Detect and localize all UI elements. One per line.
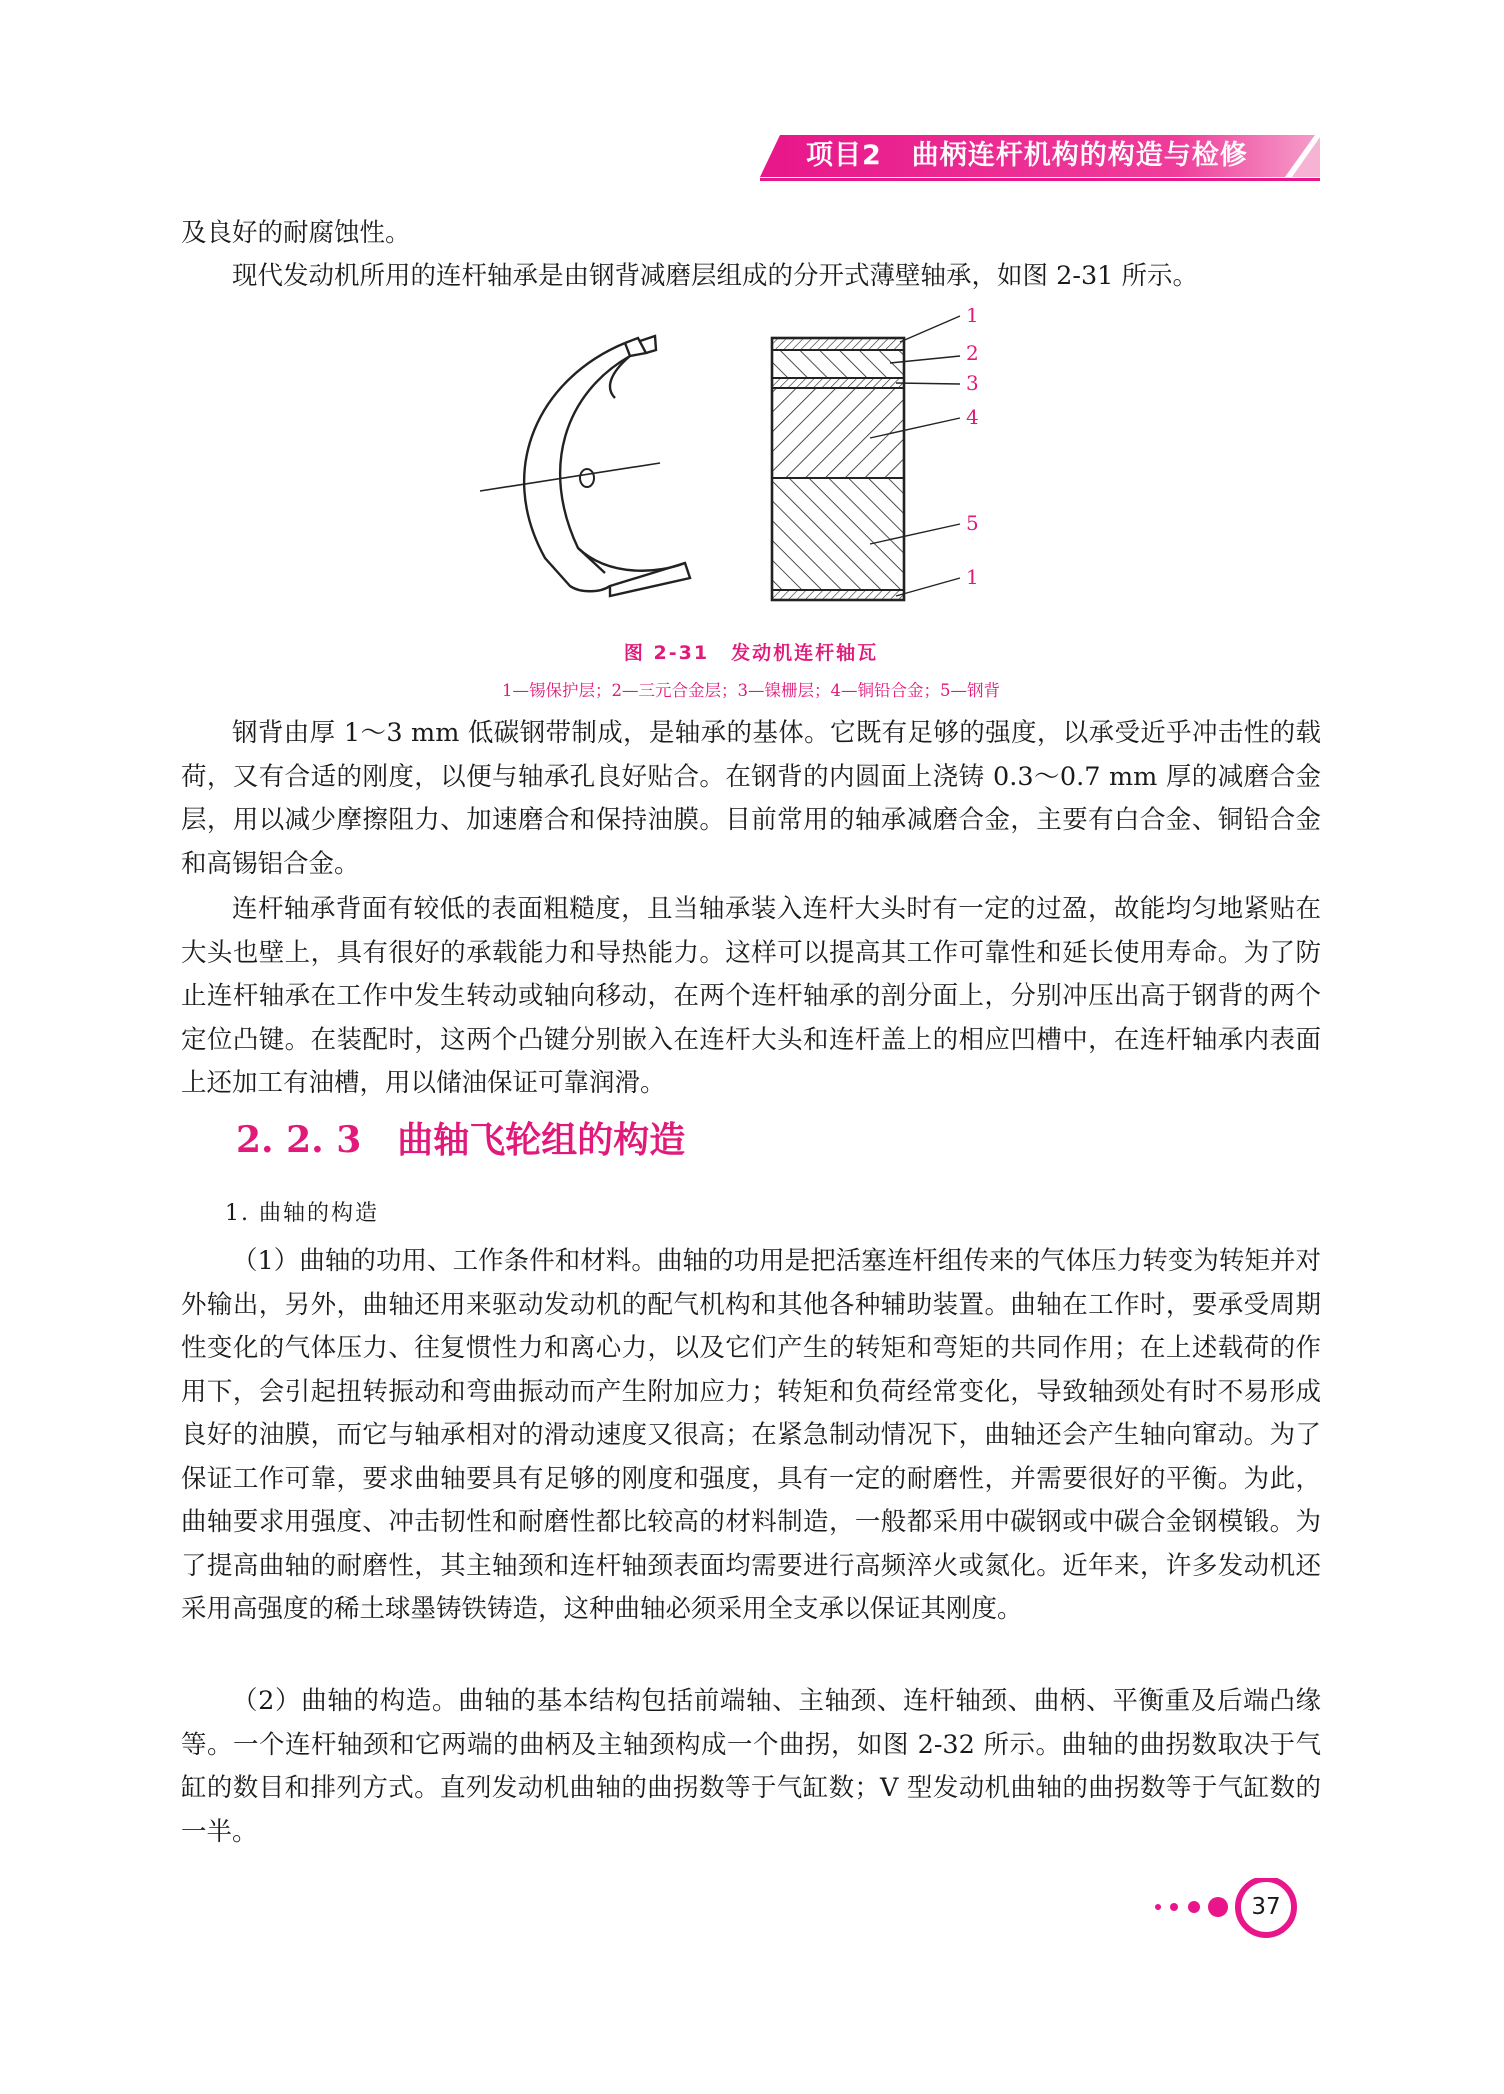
figure-legend: 1—锡保护层；2—三元合金层；3—镍栅层；4—铜铅合金；5—钢背 — [502, 681, 1000, 700]
figure-title: 发动机连杆轴瓦 — [731, 642, 879, 664]
paragraph-bearing-back: 连杆轴承背面有较低的表面粗糙度，且当轴承装入连杆大头时有一定的过盈，故能均匀地紧贴在大头也壁上，具有很好的承载能力和导热能力。这样可以提高其工作可靠性和延长使用寿命。为了防止连杆轴承在工作中发生转动或轴向移动，在两个连杆轴承的剖分面上，分别冲压出高于钢背的两个定位凸键。在装配时，这两个凸键分别嵌入在连杆大头和连杆盖上的相应凹槽中，在连杆轴承内表面上还加工有油槽，用以储油保证可靠润滑。 — [181, 894, 1321, 1098]
header-chapter-title: 曲柄连杆机构的构造与检修 — [911, 140, 1248, 171]
paragraph-bearing-intro: 现代发动机所用的连杆轴承是由钢背减磨层组成的分开式薄壁轴承，如图 2-31 所示。 — [232, 261, 1199, 291]
callout-label-2: 2 — [966, 341, 979, 365]
figure-number: 图 2-31 — [623, 642, 710, 664]
layer-cross-section — [772, 338, 904, 600]
subheading-crankshaft: 1. 曲轴的构造 — [225, 1201, 379, 1226]
callout-labels — [966, 308, 979, 589]
running-header — [806, 135, 1248, 177]
paragraph-corrosion: 及良好的耐腐蚀性。 — [181, 218, 411, 248]
callout-label-5: 5 — [966, 511, 979, 535]
figure-bearing-shell — [460, 308, 1060, 618]
figure-caption — [181, 638, 1321, 665]
section-heading — [236, 1112, 685, 1163]
section-number: 2. 2. 3 — [236, 1119, 362, 1161]
header-project: 项目2 — [806, 140, 882, 171]
half-shell-view — [480, 336, 690, 596]
callout-label-4: 4 — [966, 405, 979, 429]
paragraph-crankshaft-structure: （2）曲轴的构造。曲轴的基本结构包括前端轴、主轴颈、连杆轴颈、曲柄、平衡重及后端凸缘等。一个连杆轴颈和它两端的曲柄及主轴颈构成一个曲拐，如图 2-32 所示。曲轴的曲拐数取决于气缸的数目和排列方式。直列发动机曲轴的曲拐数等于气缸数；V 型发动机曲轴的曲拐数等于气缸数的一半。 — [181, 1686, 1321, 1847]
paragraph-crankshaft-function: （1）曲轴的功用、工作条件和材料。曲轴的功用是把活塞连杆组传来的气体压力转变为转矩并对外输出，另外，曲轴还用来驱动发动机的配气机构和其他各种辅助装置。曲轴在工作时，要承受周期性变化的气体压力、往复惯性力和离心力，以及它们产生的转矩和弯矩的共同作用；在上述载荷的作用下，会引起扭转振动和弯曲振动而产生附加应力；转矩和负荷经常变化，导致轴颈处有时不易形成良好的油膜，而它与轴承相对的滑动速度又很高；在紧急制动情况下，曲轴还会产生轴向窜动。为了保证工作可靠，要求曲轴要具有足够的刚度和强度，具有一定的耐磨性，并需要很好的平衡。为此，曲轴要求用强度、冲击韧性和耐磨性都比较高的材料制造，一般都采用中碳钢或中碳合金钢模锻。为了提高曲轴的耐磨性，其主轴颈和连杆轴颈表面均需要进行高频淬火或氮化。近年来，许多发动机还采用高强度的稀土球墨铸铁铸造，这种曲轴必须采用全支承以保证其刚度。 — [181, 1246, 1321, 1624]
bearing-diagram — [460, 308, 1060, 618]
section-title-text: 曲轴飞轮组的构造 — [397, 1120, 686, 1161]
header-rule — [760, 178, 1320, 181]
callout-label-1-top: 1 — [966, 308, 979, 327]
paragraph-steel-back: 钢背由厚 1～3 mm 低碳钢带制成，是轴承的基体。它既有足够的强度，以承受近乎冲击性的载荷，又有合适的刚度，以便与轴承孔良好贴合。在钢背的内圆面上浇铸 0.3～0.7 mm 厚的减磨合金层，用以减少摩擦阻力、加速磨合和保持油膜。目前常用的轴承减磨合金，主要有白合金、铜铅合金和高锡铝合金。 — [181, 718, 1321, 879]
page-number: 37 — [1251, 1894, 1281, 1920]
callout-label-1-bottom: 1 — [966, 565, 979, 589]
callout-label-3: 3 — [966, 371, 979, 395]
